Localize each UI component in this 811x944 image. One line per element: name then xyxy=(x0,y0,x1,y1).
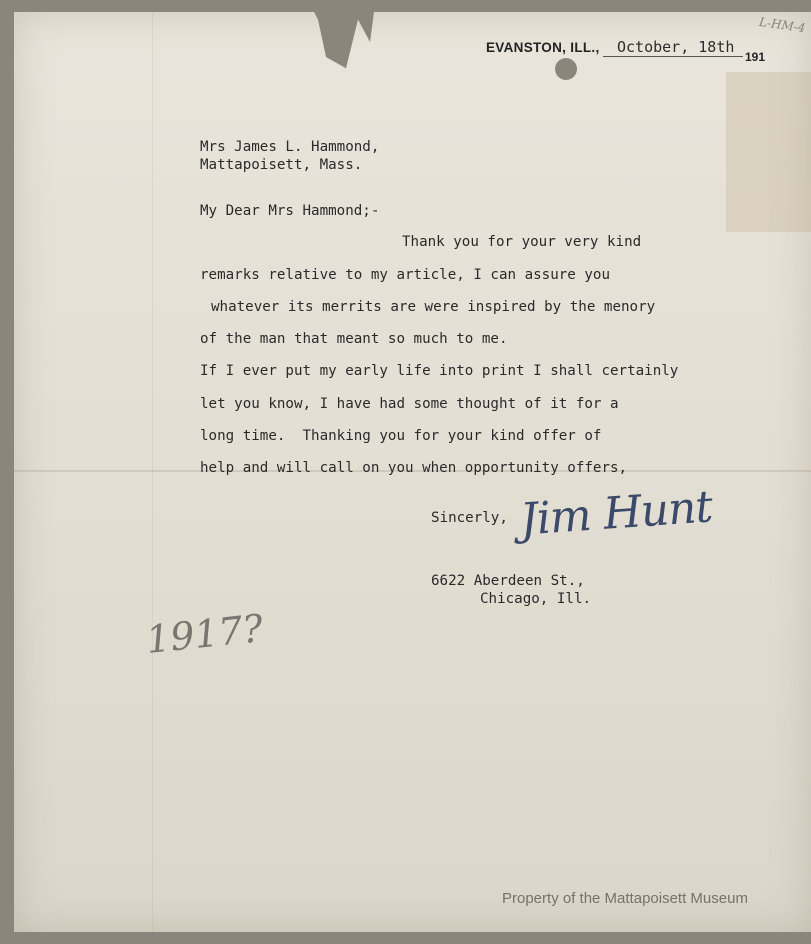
letterhead-place: EVANSTON, ILL., xyxy=(486,40,600,55)
body-line: Thank you for your very kind xyxy=(402,234,642,250)
punch-hole xyxy=(555,58,577,80)
museum-watermark: Property of the Mattapoisett Museum xyxy=(502,890,748,907)
body-line: let you know, I have had some thought of it for a xyxy=(200,396,619,412)
letterhead-year: 191 xyxy=(745,50,766,64)
sender-city: Chicago, Ill. xyxy=(480,591,592,607)
fold-line-vertical xyxy=(152,12,153,932)
body-line: whatever its merrits are were inspired by the menory xyxy=(211,299,656,315)
body-line: long time. Thanking you for your kind offer of xyxy=(200,428,602,444)
body-line: of the man that meant so much to me. xyxy=(200,331,508,347)
letter-date: October, 18th xyxy=(603,38,743,57)
body-line: remarks relative to my article, I can assure you xyxy=(200,267,610,283)
pencil-year-note: 1917? xyxy=(144,606,266,662)
recipient-address: Mattapoisett, Mass. xyxy=(200,157,363,173)
handwritten-signature: Jim Hunt xyxy=(518,481,714,546)
body-line: If I ever put my early life into print I shall certainly xyxy=(200,363,679,379)
paper-stain xyxy=(726,72,811,232)
archive-reference: L-HM-4 xyxy=(757,14,806,36)
recipient-name: Mrs James L. Hammond, xyxy=(200,139,380,155)
closing: Sincerly, xyxy=(431,510,508,526)
torn-corner xyxy=(314,12,394,87)
body-line: help and will call on you when opportunity offers, xyxy=(200,460,628,476)
salutation: My Dear Mrs Hammond;- xyxy=(200,203,380,219)
sender-street: 6622 Aberdeen St., xyxy=(431,573,585,589)
